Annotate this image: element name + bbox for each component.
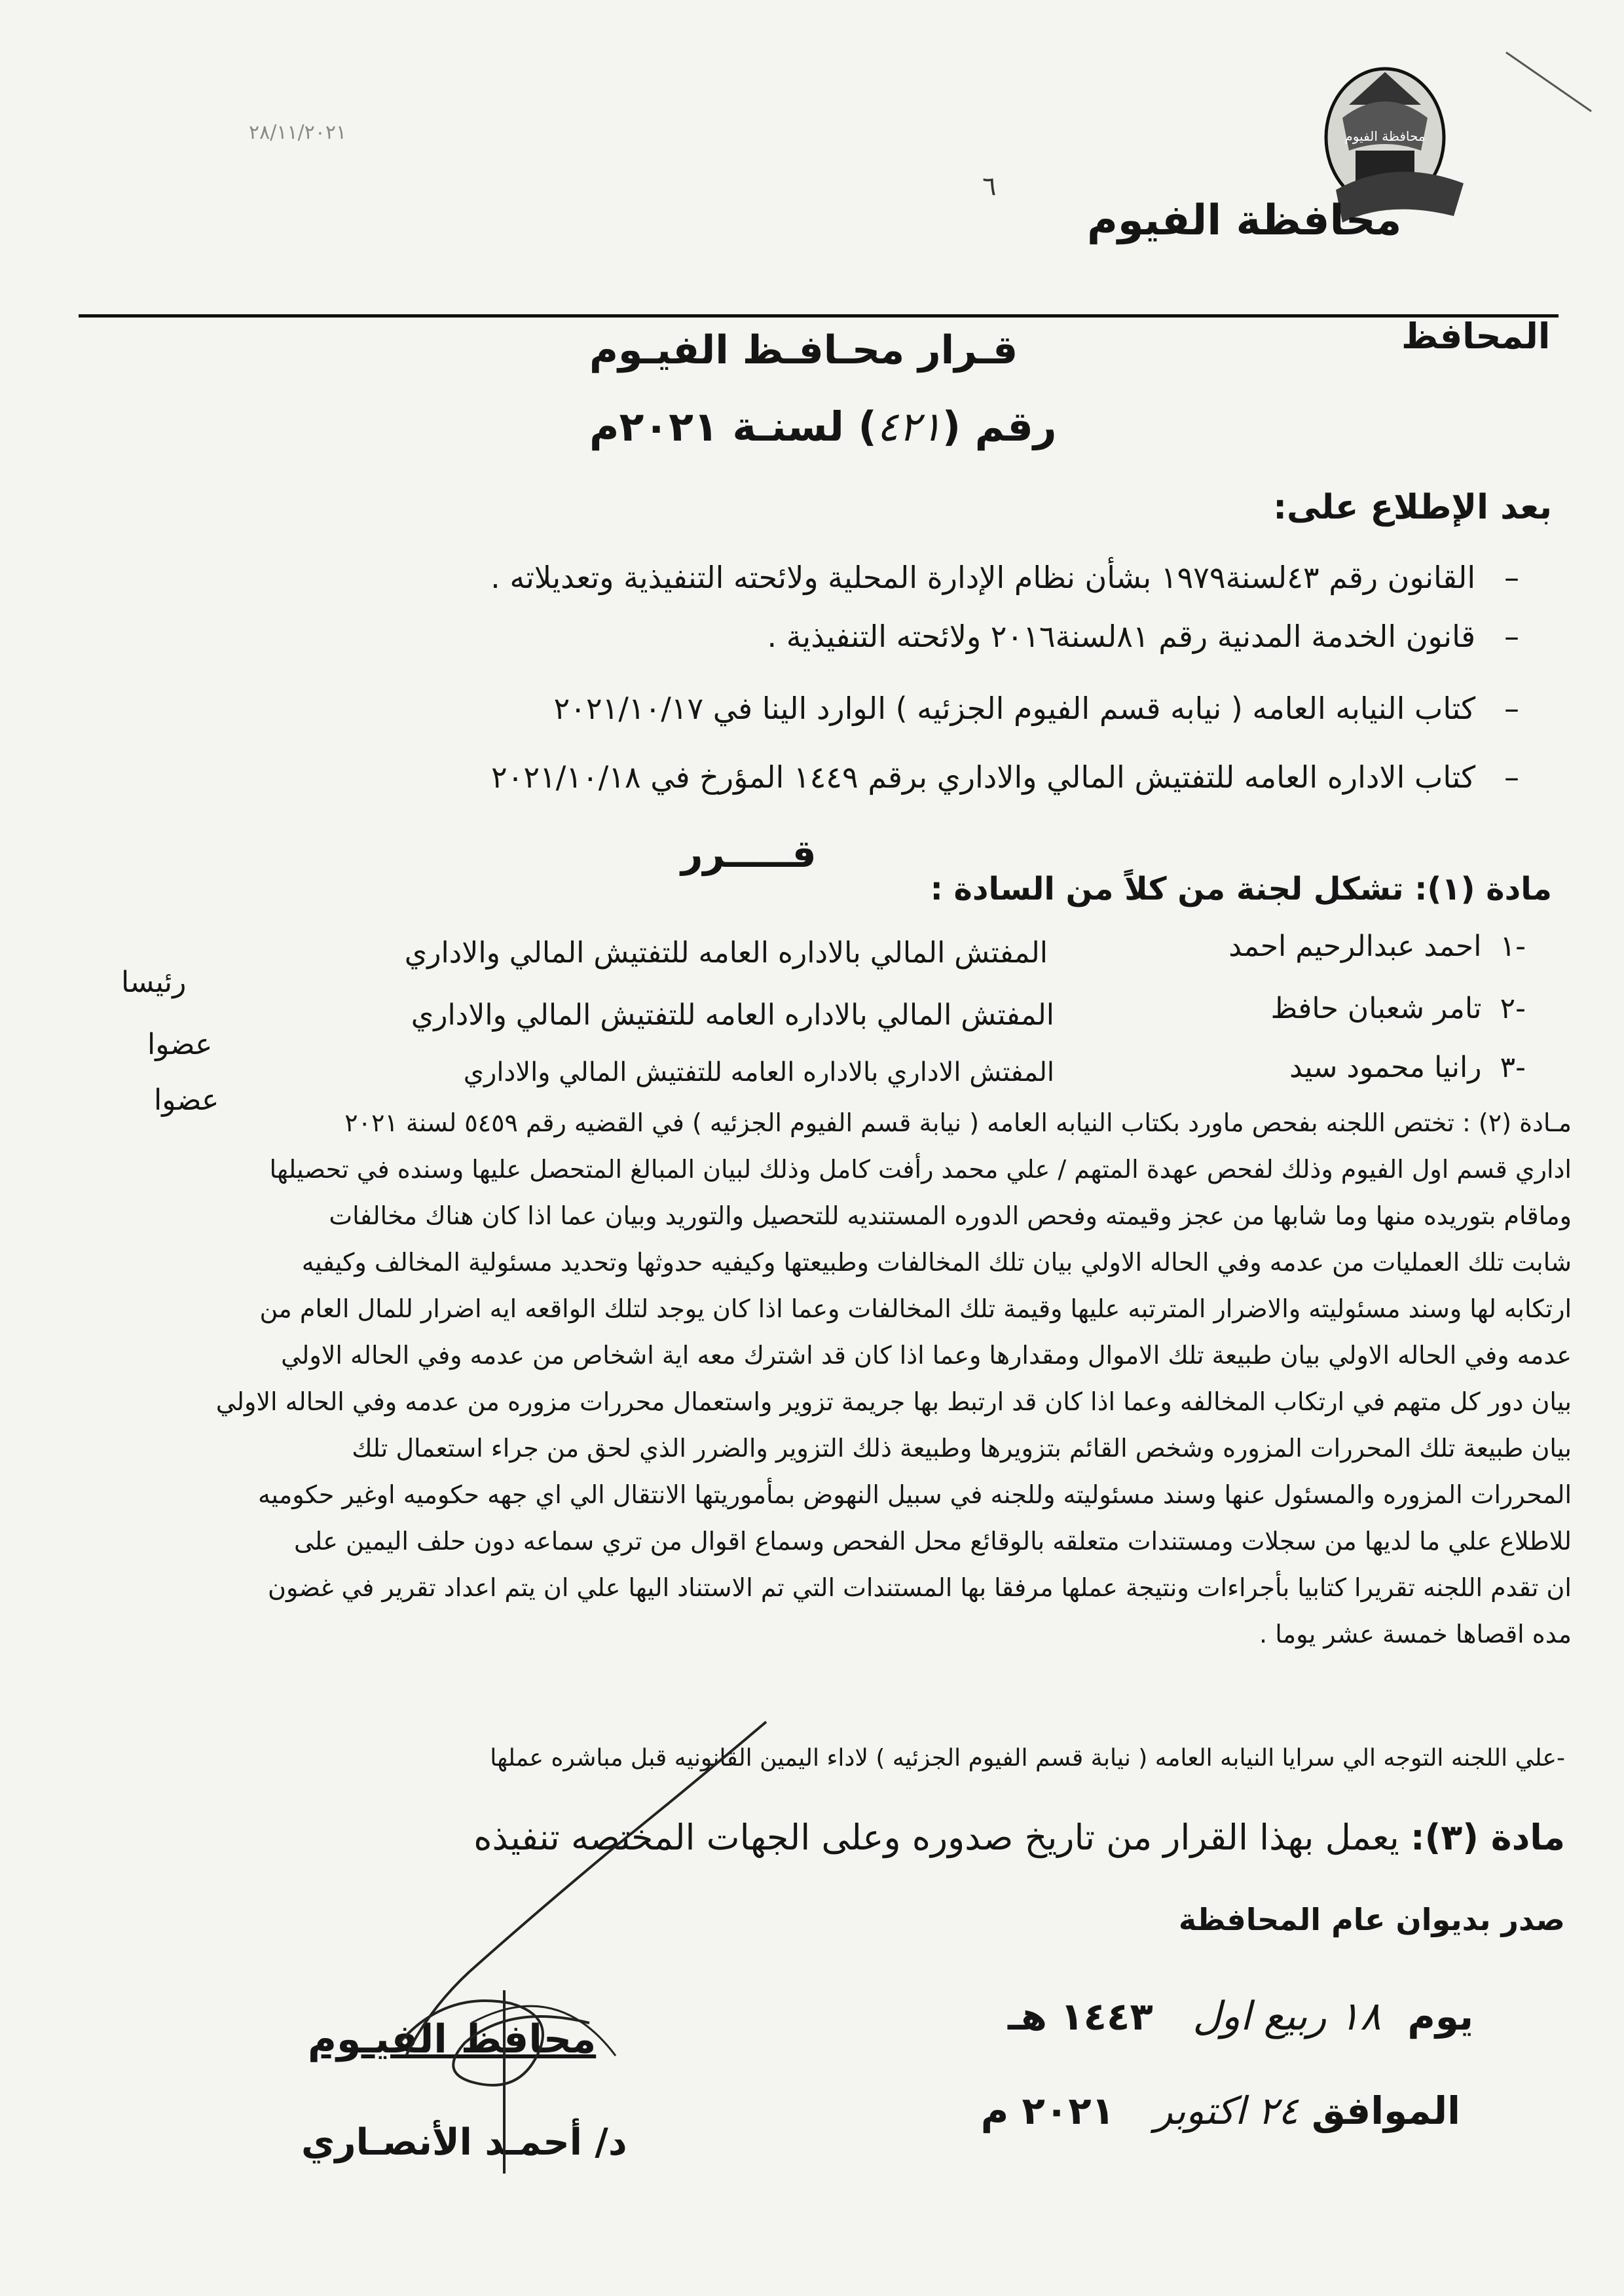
decree-number-handwritten: ٤٢١ <box>876 403 942 450</box>
decree-title: قـرار محـافـظ الفيـوم <box>589 327 1018 373</box>
gregorian-date <box>981 2088 1460 2133</box>
article2-line: بيان دور كل متهم في ارتكاب المخالفه وعما اذا كان قد ارتبط بها جريمة تزوير واستعمال محررات مزوره من عدمه وفي الحاله الاولي <box>215 1387 1572 1416</box>
article2-body <box>98 1100 1572 1658</box>
hijri-handwritten: ١٨ ربيع اول <box>1192 1994 1381 2039</box>
handwritten-signature <box>341 1715 799 2174</box>
decision-word: قـــــرر <box>681 831 817 876</box>
member-name: -١ احمد عبدالرحيم احمد <box>1228 930 1526 963</box>
preamble-item: – كتاب الاداره العامه للتفتيش المالي والاداري برقم ١٤٤٩ المؤرخ في ٢٠٢١/١٠/١٨ <box>490 759 1519 795</box>
article2-line: ان تقدم اللجنه تقريرا كتابيا بأجراءات ونتيجة عملها مرفقا بها المستندات التي تم الاستناد اليها علي ان يتم اعداد تقرير في غضون <box>268 1573 1572 1602</box>
equiv-label: الموافق <box>1311 2088 1460 2133</box>
signatory-title: محافظ الفيـوم <box>308 2016 597 2062</box>
article3-label: مادة (٣): <box>1410 1817 1565 1858</box>
member-role: عضوا <box>147 1028 213 1061</box>
article2-line: عدمه وفي الحاله الاولي بيان طبيعة تلك الاموال ومقدارها وعما اذا كان قد اشترك معه اية اشخاص من عدمه وفي الحاله الاولي <box>281 1341 1572 1370</box>
logo-text: محافظة الفيوم <box>1344 128 1426 144</box>
preamble-heading: بعد الإطلاع على: <box>1273 488 1552 527</box>
issued-at: صدر بديوان عام المحافظة <box>1178 1902 1565 1937</box>
hijri-date <box>1008 1994 1473 2039</box>
decree-number: رقم (٤٢١) لسنـة ٢٠٢١م <box>589 403 1057 450</box>
member-title: المفتش الاداري بالاداره العامه للتفتيش المالي والاداري <box>463 1057 1054 1087</box>
day-label: يوم <box>1407 1994 1473 2039</box>
governorate-name: محافظة الفيوم <box>1087 196 1402 245</box>
hijri-year: ١٤٤٣ هـ <box>1007 1994 1153 2039</box>
received-stamp: ٢٨/١١/٢٠٢١ <box>249 121 347 144</box>
article1-heading: مادة (١): تشكل لجنة من كلاً من السادة : <box>930 871 1552 907</box>
article2-line: ارتكابه لها وسند مسئوليته والاضرار المترتبه عليها وقيمة تلك المخالفات وعما اذا كان يوجد لتلك الواقعه ايه اضرار للمال العام من <box>259 1294 1572 1323</box>
signatory-name: د/ أحمـد الأنصـاري <box>301 2121 627 2164</box>
oath-instruction: -علي اللجنه التوجه الي سرايا النيابه العامه ( نيابة قسم الفيوم الجزئيه ) لاداء اليمين القانونيه قبل مباشره عملها <box>490 1745 1565 1772</box>
member-title: المفتش المالي بالاداره العامه للتفتيش المالي والاداري <box>411 998 1054 1032</box>
article2-line: شابت تلك العمليات من عدمه وفي الحاله الاولي بيان تلك المخالفات وطبيعتها وكيفيه حدوثها وتحديد مسئولية المخالف وكيفيه <box>301 1248 1572 1277</box>
member-name: -٣ رانيا محمود سيد <box>1289 1051 1526 1084</box>
article2-line: للاطلاع علي ما لديها من سجلات ومستندات متعلقه بالوقائع محل الفحص وسماع اقوال من تري سماعه دون حلف اليمين على <box>293 1527 1572 1556</box>
member-title: المفتش المالي بالاداره العامه للتفتيش المالي والاداري <box>404 936 1048 970</box>
article2-line: بيان طبيعة تلك المحررات المزوره وشخص القائم بتزويرها وطبيعة ذلك التزوير والضرر الذي لحق من جراء استعمال تلك <box>352 1434 1572 1463</box>
page-mark: ٦ <box>982 172 997 202</box>
member-name: -٢ تامر شعبان حافظ <box>1270 992 1526 1025</box>
office-label: المحافظ <box>1401 316 1551 357</box>
article2-line: وماقام بتوريده منها وما شابها من عجز وقيمته وفحص الدوره المستنديه للتحصيل والتوريد وبيان عما اذا كان هناك مخالفات <box>329 1201 1572 1230</box>
article2-line: مـادة (٢) : تختص اللجنه بفحص ماورد بكتاب النيابه العامه ( نيابة قسم الفيوم الجزئيه ) في القضيه رقم ٥٤٥٩ لسنة ٢٠٢١ <box>344 1108 1572 1137</box>
gregorian-year: ٢٠٢١ م <box>980 2088 1115 2133</box>
preamble-item: – كتاب النيابه العامه ( نيابه قسم الفيوم الجزئيه ) الوارد الينا في ٢٠٢١/١٠/١٧ <box>553 691 1519 726</box>
gregorian-handwritten: ٢٤ اكتوبر <box>1154 2088 1299 2133</box>
preamble-item: – قانون الخدمة المدنية رقم ٨١لسنة٢٠١٦ ولائحته التنفيذية . <box>767 619 1519 654</box>
preamble-item: – القانون رقم ٤٣لسنة١٩٧٩ بشأن نظام الإدارة المحلية ولائحته التنفيذية وتعديلاته . <box>490 560 1519 595</box>
header-divider <box>79 314 1559 318</box>
article2-line: اداري قسم اول الفيوم وذلك لفحص عهدة المتهم / علي محمد رأفت كامل وذلك لبيان المبالغ المتحصل عليها وسنده في تحصيلها <box>269 1155 1572 1184</box>
member-role: عضوا <box>154 1084 219 1117</box>
article2-line: مده اقصاها خمسة عشر يوما . <box>1259 1620 1572 1649</box>
corner-scribble <box>1500 39 1598 118</box>
article3-text: يعمل بهذا القرار من تاريخ صدوره وعلى الجهات المختصه تنفيذه <box>473 1817 1399 1858</box>
member-role: رئيسا <box>121 966 187 999</box>
article2-line: المحررات المزوره والمسئول عنها وسند مسئوليته وللجنه في سبيل النهوض بمأموريتها الانتقال الي اي جهه حكوميه اوغير حكوميه <box>258 1480 1572 1509</box>
